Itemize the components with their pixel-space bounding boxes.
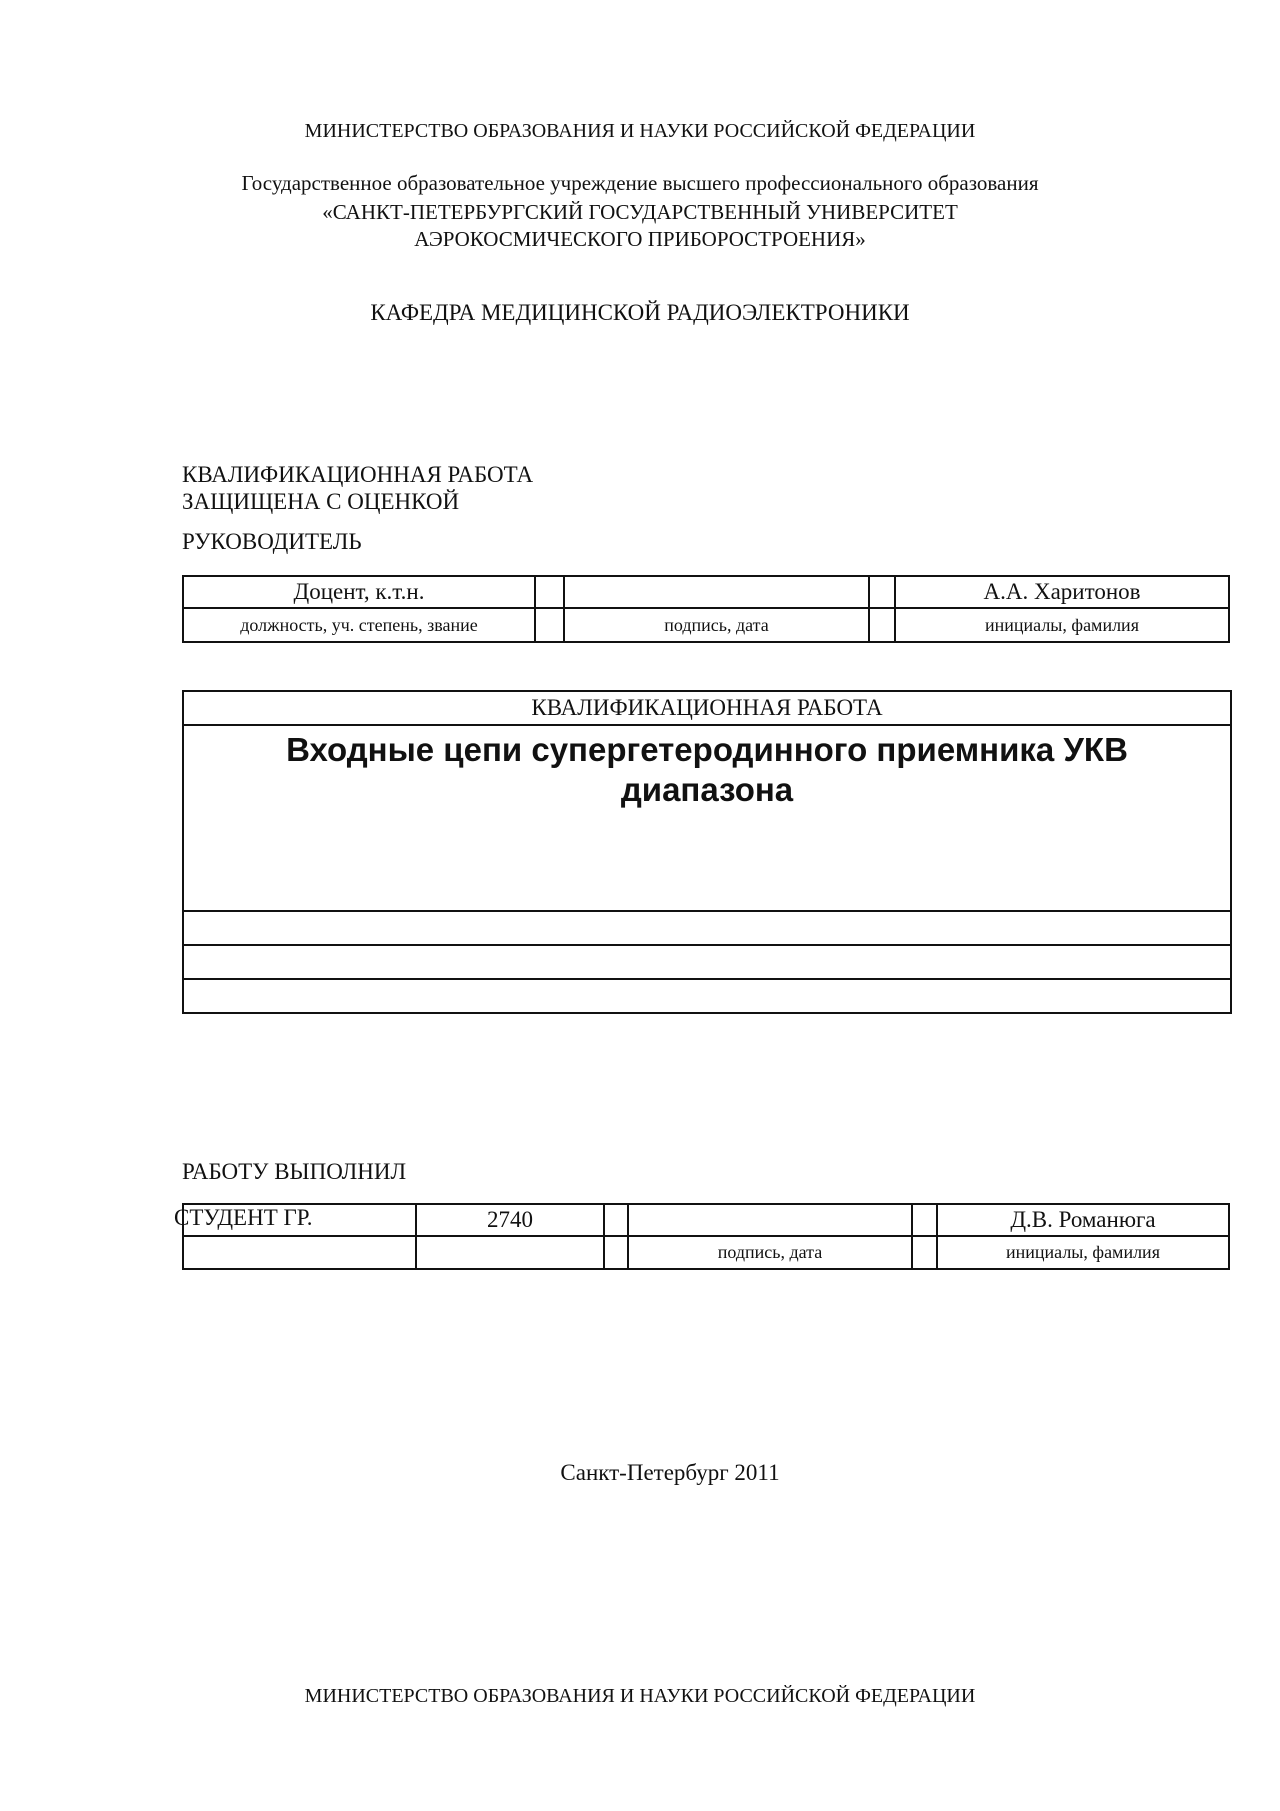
supervisor-label: РУКОВОДИТЕЛЬ xyxy=(182,529,362,554)
city-year: Санкт-Петербург 2011 xyxy=(560,1460,780,1485)
university-name-line2: АЭРОКОСМИЧЕСКОГО ПРИБОРОСТРОЕНИЯ» xyxy=(414,227,866,251)
student-table xyxy=(174,1203,1230,1270)
thesis-title-header: КВАЛИФИКАЦИОННАЯ РАБОТА xyxy=(184,692,1230,726)
grade-line2: ЗАЩИЩЕНА С ОЦЕНКОЙ xyxy=(182,489,460,514)
caption-signature: подпись, дата xyxy=(564,608,869,642)
caption-position: должность, уч. степень, звание xyxy=(183,608,535,642)
student-signature-cell xyxy=(628,1204,912,1236)
university-name-line1: «САНКТ-ПЕТЕРБУРГСКИЙ ГОСУДАРСТВЕННЫЙ УНИВЕРСИТЕТ xyxy=(322,200,958,224)
department-heading: КАФЕДРА МЕДИЦИНСКОЙ РАДИОЭЛЕКТРОНИКИ xyxy=(370,300,910,325)
student-name-cell: Д.В. Романюга xyxy=(937,1204,1229,1236)
student-group-label-cell xyxy=(174,1204,416,1236)
spacer-cell xyxy=(535,576,564,608)
spacer-cell xyxy=(604,1236,628,1269)
supervisor-name-cell: А.А. Харитонов xyxy=(895,576,1229,608)
empty-row xyxy=(184,946,1230,980)
supervisor-table xyxy=(182,575,1230,643)
performed-by-label: РАБОТУ ВЫПОЛНИЛ xyxy=(182,1159,407,1184)
empty-row xyxy=(184,912,1230,946)
group-number-cell: 2740 xyxy=(416,1204,604,1236)
spacer-cell xyxy=(869,608,895,642)
spacer-cell xyxy=(912,1204,937,1236)
thesis-topic: Входные цепи супергетеродинного приемника УКВ диапазона xyxy=(184,726,1230,912)
empty-row xyxy=(184,980,1230,1012)
empty-cell xyxy=(183,1236,416,1269)
supervisor-signature-cell xyxy=(564,576,869,608)
thesis-title-box xyxy=(182,690,1232,1014)
institution-type: Государственное образовательное учреждение высшего профессионального образования xyxy=(241,171,1039,195)
caption-name: инициалы, фамилия xyxy=(895,608,1229,642)
spacer-cell xyxy=(604,1204,628,1236)
student-group-label: СТУДЕНТ ГР. xyxy=(174,1205,313,1230)
next-page-ministry-heading: МИНИСТЕРСТВО ОБРАЗОВАНИЯ И НАУКИ РОССИЙСКОЙ ФЕДЕРАЦИИ xyxy=(304,1685,976,1707)
caption-signature: подпись, дата xyxy=(628,1236,912,1269)
caption-name: инициалы, фамилия xyxy=(937,1236,1229,1269)
supervisor-position-cell: Доцент, к.т.н. xyxy=(183,576,535,608)
grade-line1: КВАЛИФИКАЦИОННАЯ РАБОТА xyxy=(182,462,534,487)
empty-cell xyxy=(416,1236,604,1269)
spacer-cell xyxy=(535,608,564,642)
ministry-heading: МИНИСТЕРСТВО ОБРАЗОВАНИЯ И НАУКИ РОССИЙСКОЙ ФЕДЕРАЦИИ xyxy=(304,120,976,142)
spacer-cell xyxy=(869,576,895,608)
spacer-cell xyxy=(912,1236,937,1269)
